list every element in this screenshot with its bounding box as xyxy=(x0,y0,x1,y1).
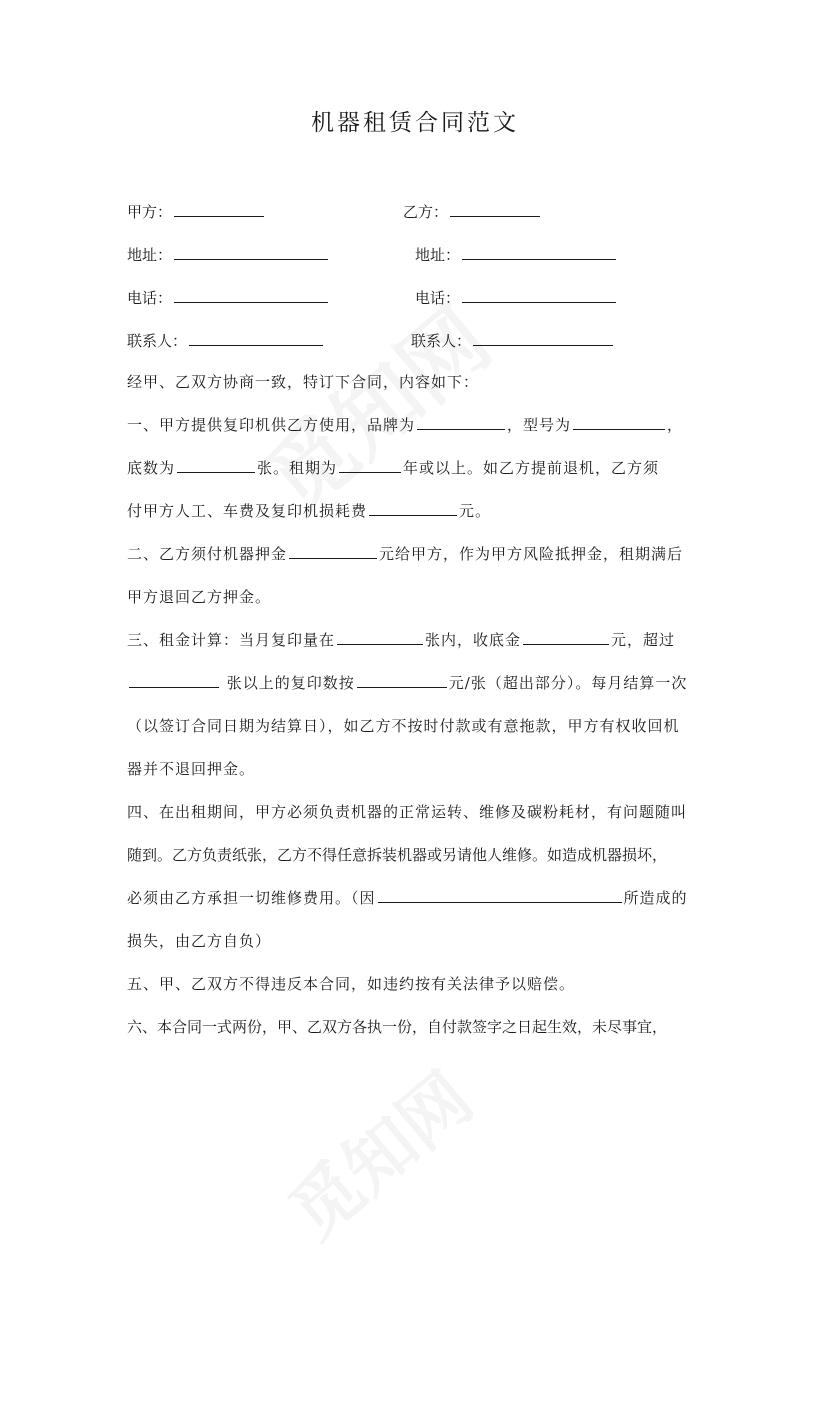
clause-3-line-1: 三、租金计算：当月复印量在 张内，收底金 元，超过 xyxy=(127,631,676,649)
party-a-label: 甲方： xyxy=(127,203,173,221)
clause-4-line-4: 损失，由乙方自负） xyxy=(127,932,272,950)
intro-line: 经甲、乙双方协商一致，特订下合同，内容如下： xyxy=(127,373,480,391)
party-a-contact-blank xyxy=(189,331,323,346)
clause-3-line-2: 张以上的复印数按 元/张（超出部分）。每月结算一次 xyxy=(127,662,705,705)
clause-4-line-2: 随到。乙方负责纸张，乙方不得任意拆装机器或另请他人维修。如造成机器损坏， xyxy=(127,846,668,864)
party-b-address-blank xyxy=(462,245,616,260)
party-row-names xyxy=(127,201,449,222)
party-row-contact xyxy=(127,330,472,351)
clause-1-line-3: 付甲方人工、车费及复印机损耗费 元。 xyxy=(127,502,492,520)
party-a-address-label: 地址： xyxy=(127,246,173,264)
clause-1-line-2: 底数为 张。租期为 年或以上。如乙方提前退机，乙方须 xyxy=(127,459,660,477)
clause-2-line-1: 二、乙方须付机器押金 元给甲方，作为甲方风险抵押金，租期满后 xyxy=(127,545,684,563)
party-b-contact-label: 联系人： xyxy=(411,332,472,350)
party-b-label: 乙方： xyxy=(403,203,449,221)
party-row-address xyxy=(127,244,461,265)
clause-6-line-1: 六、本合同一式两份，甲、乙双方各执一份，自付款签字之日起生效，未尽事宜， xyxy=(127,1018,668,1036)
clause-3-line-4: 器并不退回押金。 xyxy=(127,760,256,778)
clause-5-line: 五、甲、乙双方不得违反本合同，如违约按有关法律予以赔偿。 xyxy=(127,975,576,993)
clause-2-line-2: 甲方退回乙方押金。 xyxy=(127,588,272,606)
party-b-address-label: 地址： xyxy=(415,246,461,264)
party-b-phone-label: 电话： xyxy=(415,289,461,307)
party-a-contact-label: 联系人： xyxy=(127,332,188,350)
party-a-phone-label: 电话： xyxy=(127,289,173,307)
party-b-blank xyxy=(450,202,540,217)
party-a-phone-blank xyxy=(174,288,328,303)
party-b-phone-blank xyxy=(462,288,616,303)
clause-4-line-1: 四、在出租期间，甲方必须负责机器的正常运转、维修及碳粉耗材，有问题随叫 xyxy=(127,803,688,821)
party-row-phone xyxy=(127,287,461,308)
party-a-address-blank xyxy=(174,245,328,260)
document-title: 机器租赁合同范文 xyxy=(311,110,519,136)
clause-1-line-1: 一、甲方提供复印机供乙方使用，品牌为 ，型号为 ， xyxy=(127,416,684,434)
party-b-contact-blank xyxy=(473,331,613,346)
clause-3-line-3: （以签订合同日期为结算日），如乙方不按时付款或有意拖款，甲方有权收回机 xyxy=(127,717,680,735)
contract-body xyxy=(127,361,705,1049)
clause-4-line-3: 必须由乙方承担一切维修费用。（因 所造成的 xyxy=(127,889,688,907)
party-a-blank xyxy=(174,202,264,217)
